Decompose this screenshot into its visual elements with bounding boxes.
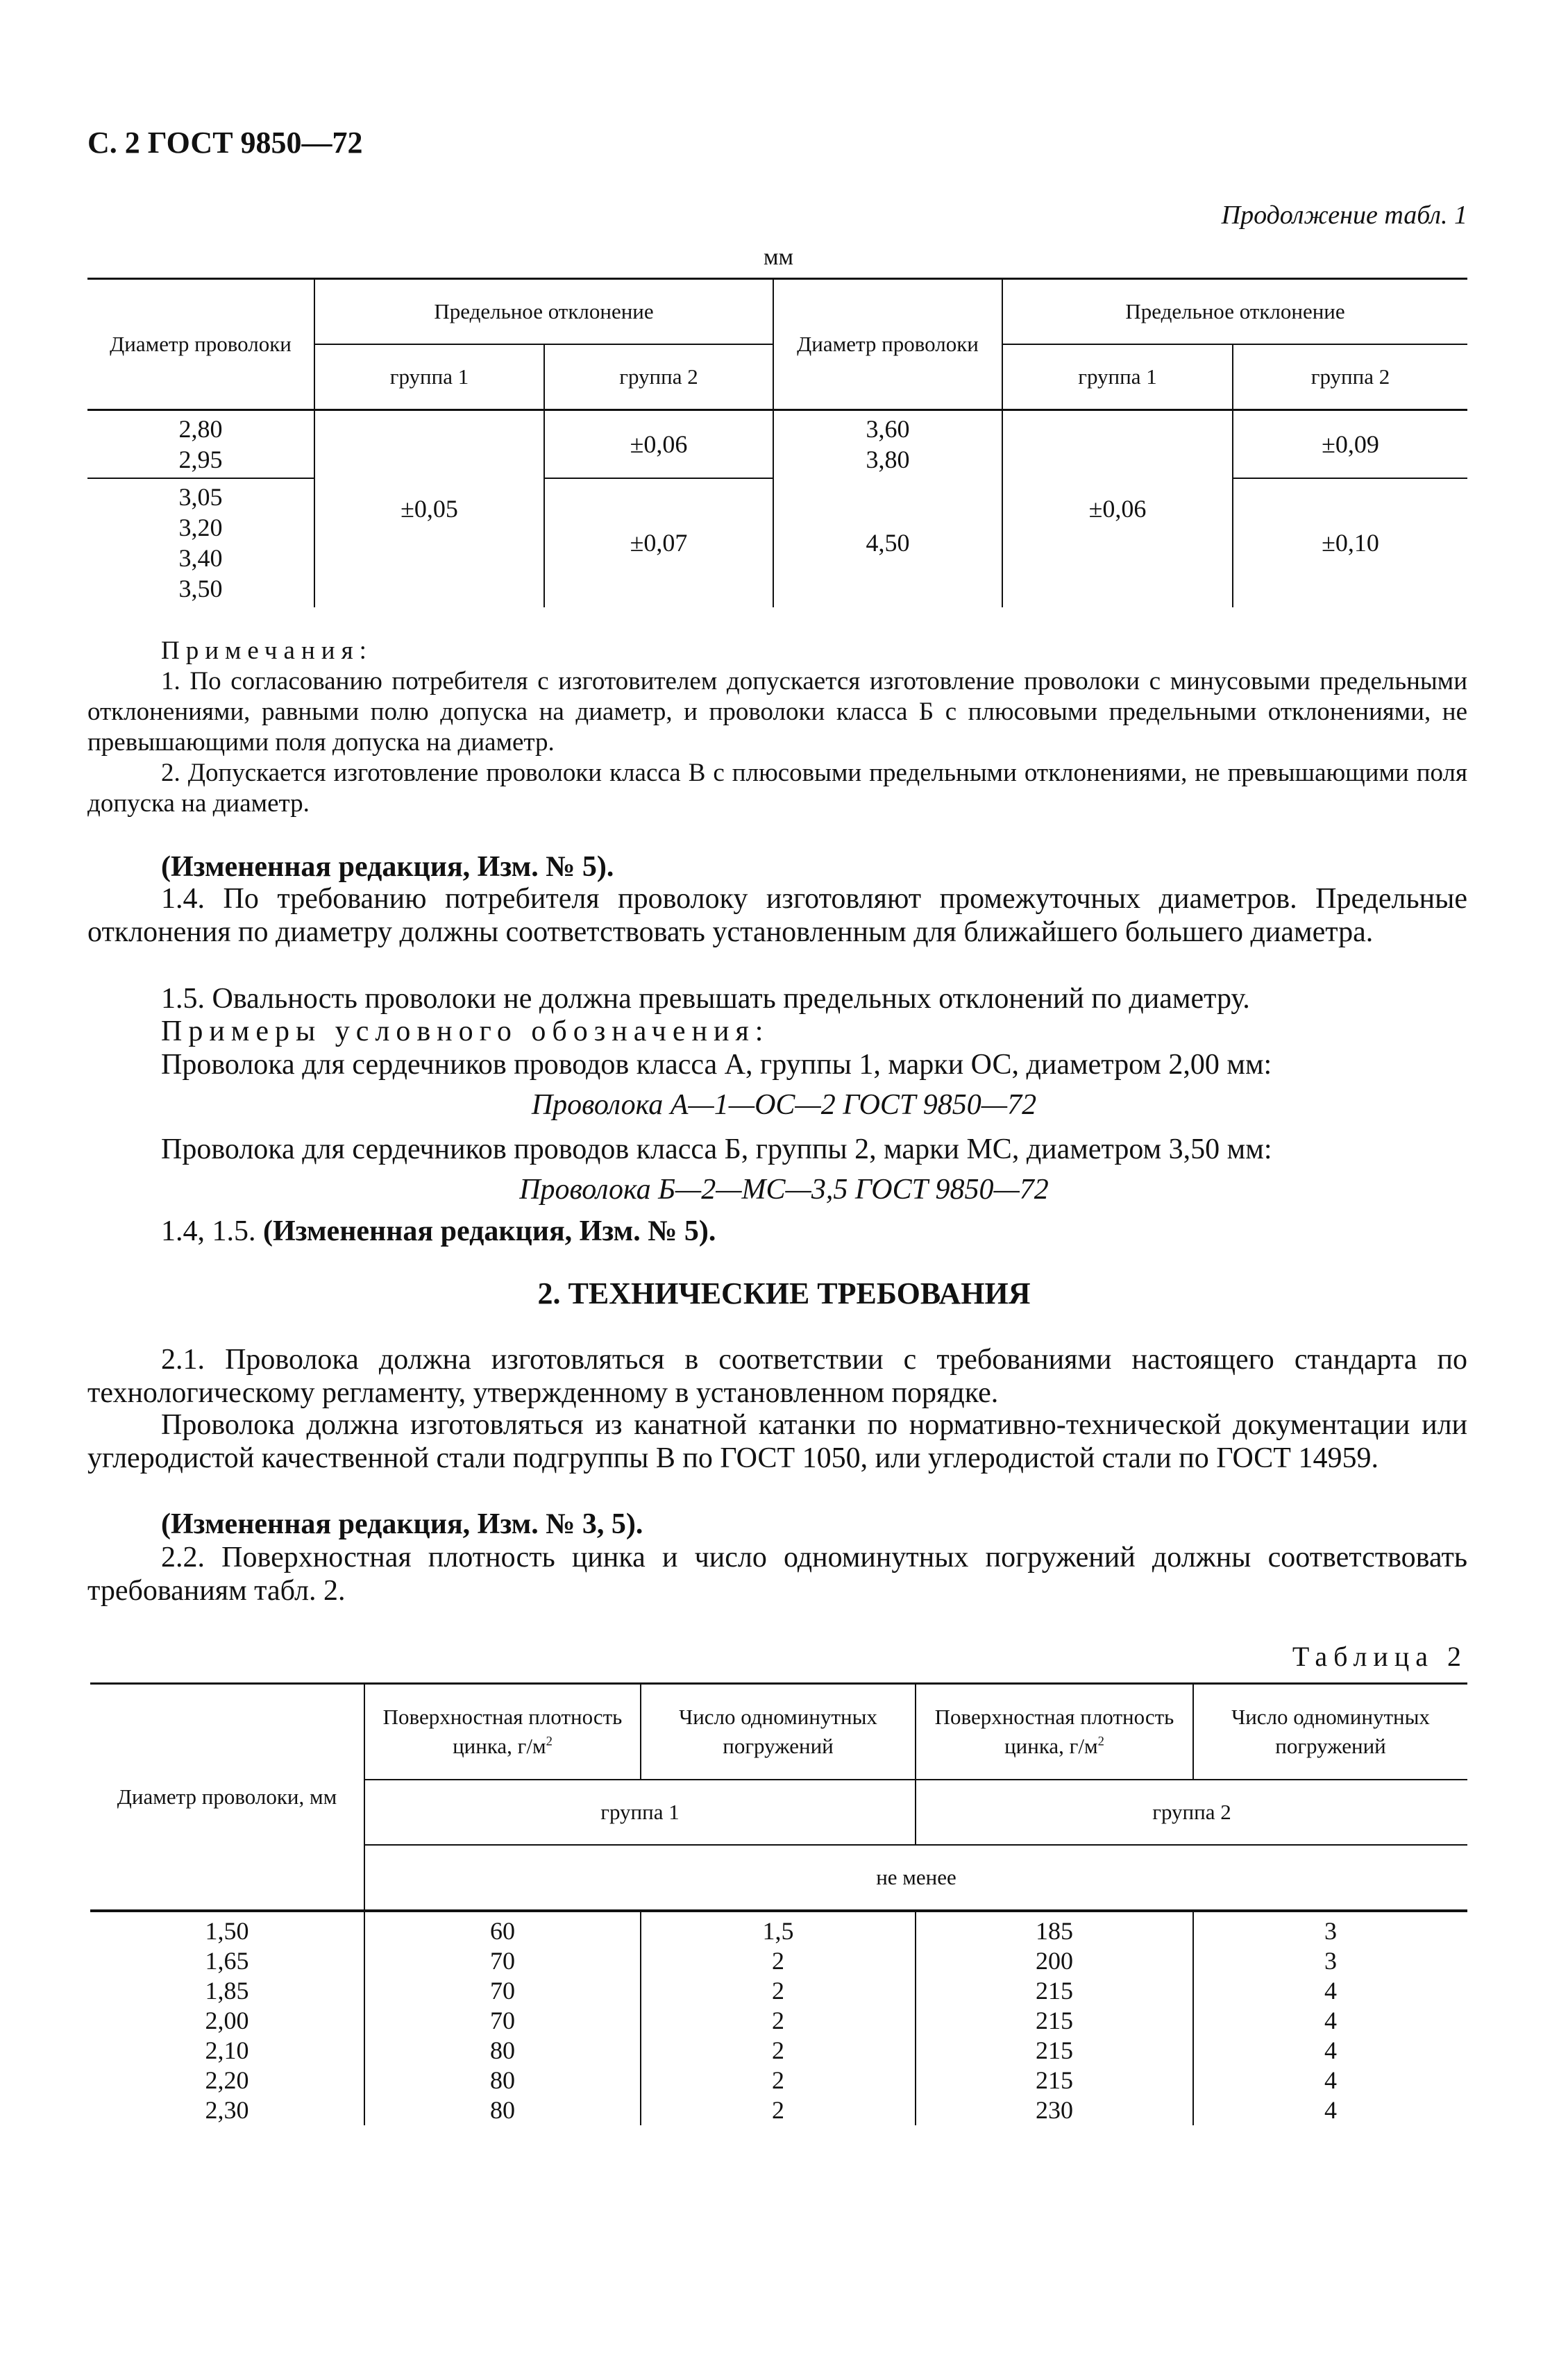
t2-header-density-g1: Поверхностная плотность цинка, $г/м^2$ [364,1684,641,1780]
t1-diameters-left-b: 3,05 3,20 3,40 3,50 [87,478,314,607]
table-continuation-label: Продолжение табл. 1 [1221,201,1467,230]
paragraph-1-5: 1.5. Овальность проволоки не должна превышать предельных отклонений по диаметру. [161,983,1250,1015]
table-2 [90,1682,1467,2125]
paragraph-2-2: 2.2. Поверхностная плотность цинка и число одноминутных погружений должны соответствовать требованиям табл. 2. [87,1542,1467,1607]
t2-header-group1: группа 1 [364,1780,916,1845]
table-row: 2,10 80 2 215 4 [90,2036,1467,2066]
t1-header-group1-left: группа 1 [314,344,544,410]
t2-header-diameter: Диаметр проволоки, мм [90,1684,364,1912]
t1-group2-left-a: ±0,06 [544,410,773,478]
t1-group1-left: ±0,05 [314,410,544,607]
example-1-code: Проволока А—1—ОС—2 ГОСТ 9850—72 [531,1089,1037,1121]
t1-header-diameter-right: Диаметр проволоки [773,279,1002,410]
t1-group2-left-b: ±0,07 [544,478,773,607]
t1-header-deviation-left: Предельное отклонение [314,279,773,345]
t2-header-not-less: не менее [364,1845,1467,1911]
edit-note-1: (Измененная редакция, Изм. № 5). [161,851,614,883]
t1-header-group2-right: группа 2 [1233,344,1467,410]
t2-header-group2: группа 2 [916,1780,1467,1845]
table-2-label: Таблица 2 [1292,1641,1467,1672]
table-row: 1,50 60 1,5 185 3 [90,1911,1467,1946]
t1-header-group2-left: группа 2 [544,344,773,410]
t1-group2-right-a: ±0,09 [1233,410,1467,478]
example-1: Проволока для сердечников проводов класса А, группы 1, марки ОС, диаметром 2,00 мм: [161,1049,1272,1081]
paragraph-2-1: 2.1. Проволока должна изготовляться в соответствии с требованиями настоящего стандарта по технологическому регламенту, утвержденному в установленном порядке. [87,1344,1467,1409]
paragraph-1-4: 1.4. По требованию потребителя проволоку изготовляют промежуточных диаметров. Предельные отклонения по диаметру должны соответствовать установленным для ближайшего большего диаметра. [87,883,1467,948]
note-1: 1. По согласованию потребителя с изготовителем допускается изготовление проволоки с минусовыми предельными отклонениями, равными полю допуска на диаметр, и проволоки класса Б с плюсовыми предельными отклонениями, не превышающими поля допуска на диаметр. [87,667,1467,757]
t1-diameters-right-a: 3,60 3,80 [773,410,1002,478]
t1-group1-right: ±0,06 [1002,410,1233,607]
edit-note-3: (Измененная редакция, Изм. № 3, 5). [161,1508,643,1540]
section-2-title: 2. ТЕХНИЧЕСКИЕ ТРЕБОВАНИЯ [537,1276,1031,1310]
notes-title: Примечания: [161,636,373,665]
table-1 [87,278,1467,607]
t2-header-density-g2: Поверхностная плотность цинка, $г/м^2$ [916,1684,1193,1780]
table-row: 2,20 80 2 215 4 [90,2066,1467,2095]
table-row: 2,30 80 2 230 4 [90,2095,1467,2125]
t1-header-group1-right: группа 1 [1002,344,1233,410]
t1-group2-right-b: ±0,10 [1233,478,1467,607]
table-row: 1,65 70 2 200 3 [90,1946,1467,1976]
table-row: 1,85 70 2 215 4 [90,1976,1467,2006]
t2-header-dips-g2: Число одноминутных погружений [1193,1684,1467,1780]
edit-note-2: 1.4, 1.5. (Измененная редакция, Изм. № 5). [161,1215,716,1247]
examples-title: Примеры условного обозначения: [161,1015,770,1047]
note-2: 2. Допускается изготовление проволоки класса В с плюсовыми предельными отклонениями, не превышающими поля допуска на диаметр. [87,759,1467,818]
t1-diameters-left-a: 2,80 2,95 [178,414,223,473]
example-2: Проволока для сердечников проводов класса Б, группы 2, марки МС, диаметром 3,50 мм: [161,1133,1272,1165]
t2-header-dips-g1: Число одноминутных погружений [641,1684,916,1780]
unit-label: мм [764,244,794,270]
paragraph-2-1-cont: Проволока должна изготовляться из канатной катанки по нормативно-технической документации или углеродистой качественной стали подгруппы В по ГОСТ 1050, или углеродистой стали по ГОСТ 14959. [87,1409,1467,1474]
t1-diameters-right-b: 4,50 [773,478,1002,607]
t1-header-diameter-left: Диаметр проволоки [87,279,314,410]
table-row: 2,00 70 2 215 4 [90,2006,1467,2036]
page-header: С. 2 ГОСТ 9850—72 [87,126,363,160]
t1-header-deviation-right: Предельное отклонение [1002,279,1467,345]
example-2-code: Проволока Б—2—МС—3,5 ГОСТ 9850—72 [519,1174,1049,1206]
